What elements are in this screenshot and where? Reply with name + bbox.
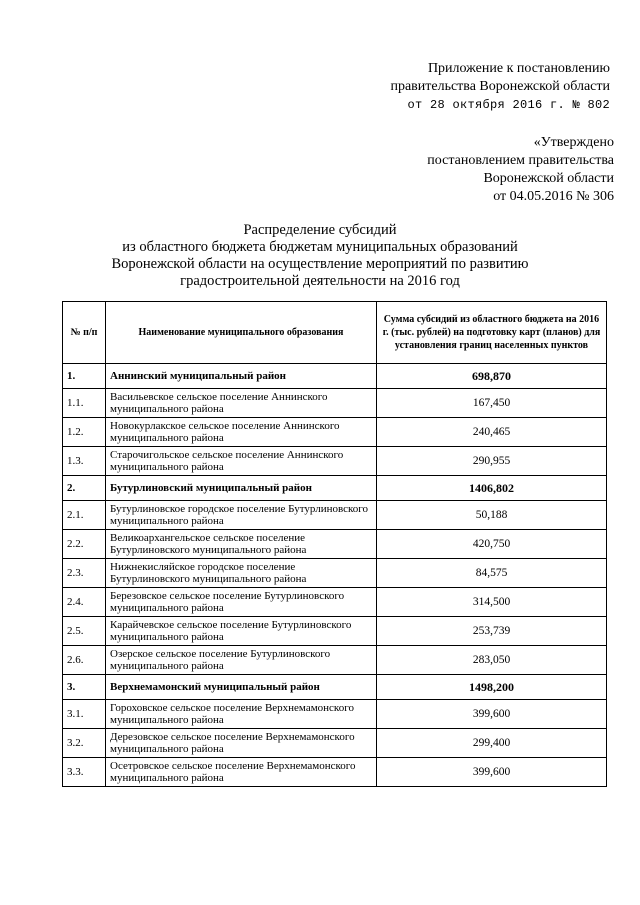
row-num: 3.2.: [63, 729, 106, 758]
table-body: [63, 364, 607, 787]
row-num: 1.1.: [63, 389, 106, 418]
table-row: [63, 501, 607, 530]
header-num: № п/п: [63, 302, 106, 364]
row-num: 1.: [63, 364, 106, 389]
row-name: Карайчевское сельское поселение Бутурлиновского муниципального района: [106, 617, 377, 646]
row-sum: 399,600: [377, 700, 607, 729]
table-row: [63, 447, 607, 476]
row-num: 3.3.: [63, 758, 106, 787]
row-sum: 1498,200: [377, 675, 607, 700]
row-sum: 299,400: [377, 729, 607, 758]
table-row: [63, 389, 607, 418]
row-sum: 50,188: [377, 501, 607, 530]
row-num: 3.1.: [63, 700, 106, 729]
row-num: 3.: [63, 675, 106, 700]
row-num: 2.2.: [63, 530, 106, 559]
table-row: [63, 646, 607, 675]
row-name: Бутурлиновское городское поселение Бутурлиновского муниципального района: [106, 501, 377, 530]
row-sum: 167,450: [377, 389, 607, 418]
row-num: 1.2.: [63, 418, 106, 447]
row-num: 2.: [63, 476, 106, 501]
row-sum: 420,750: [377, 530, 607, 559]
approval-line-3: Воронежской области: [483, 171, 614, 186]
table-row: [63, 476, 607, 501]
row-sum: 1406,802: [377, 476, 607, 501]
table-header-row: [63, 302, 607, 364]
appendix-date-stamp: от 28 октября 2016 г. № 802: [407, 98, 610, 112]
row-num: 2.5.: [63, 617, 106, 646]
row-num: 2.3.: [63, 559, 106, 588]
title-line-1: Распределение субсидий: [243, 222, 397, 238]
subsidy-table: [62, 301, 607, 787]
approval-line-4: от 04.05.2016 № 306: [493, 189, 614, 204]
document-title: [40, 222, 600, 290]
row-name: Дерезовское сельское поселение Верхнемамонского муниципального района: [106, 729, 377, 758]
approval-line-1: «Утверждено: [533, 135, 614, 150]
row-name: Аннинский муниципальный район: [106, 364, 377, 389]
row-name: Бутурлиновский муниципальный район: [106, 476, 377, 501]
table-row: [63, 364, 607, 389]
row-name: Старочигольское сельское поселение Аннинского муниципального района: [106, 447, 377, 476]
row-name: Великоархангельское сельское поселение Бутурлиновского муниципального района: [106, 530, 377, 559]
row-sum: 290,955: [377, 447, 607, 476]
header-name: Наименование муниципального образования: [106, 302, 377, 364]
approval-block: [314, 134, 614, 206]
header-sum: Сумма субсидий из областного бюджета на 2016 г. (тыс. рублей) на подготовку карт (планов) для установления границ населенных пунктов: [377, 302, 607, 364]
row-name: Васильевское сельское поселение Аннинского муниципального района: [106, 389, 377, 418]
table-row: [63, 530, 607, 559]
appendix-header: [310, 60, 610, 114]
row-sum: 698,870: [377, 364, 607, 389]
row-sum: 84,575: [377, 559, 607, 588]
row-num: 1.3.: [63, 447, 106, 476]
row-sum: 253,739: [377, 617, 607, 646]
table-row: [63, 588, 607, 617]
table-row: [63, 758, 607, 787]
row-name: Березовское сельское поселение Бутурлиновского муниципального района: [106, 588, 377, 617]
title-line-3: Воронежской области на осуществление мероприятий по развитию: [111, 256, 529, 272]
table-row: [63, 675, 607, 700]
row-sum: 240,465: [377, 418, 607, 447]
row-num: 2.6.: [63, 646, 106, 675]
title-line-4: градостроительной деятельности на 2016 год: [180, 273, 460, 289]
table-row: [63, 617, 607, 646]
appendix-line-2: правительства Воронежской области: [390, 79, 610, 94]
row-sum: 283,050: [377, 646, 607, 675]
row-name: Осетровское сельское поселение Верхнемамонского муниципального района: [106, 758, 377, 787]
row-num: 2.4.: [63, 588, 106, 617]
row-name: Озерское сельское поселение Бутурлиновского муниципального района: [106, 646, 377, 675]
row-sum: 399,600: [377, 758, 607, 787]
table-row: [63, 559, 607, 588]
row-num: 2.1.: [63, 501, 106, 530]
row-name: Нижнекисляйское городское поселение Бутурлиновского муниципального района: [106, 559, 377, 588]
title-line-2: из областного бюджета бюджетам муниципальных образований: [122, 239, 518, 255]
row-name: Новокурлакское сельское поселение Аннинского муниципального района: [106, 418, 377, 447]
table-row: [63, 700, 607, 729]
row-sum: 314,500: [377, 588, 607, 617]
row-name: Гороховское сельское поселение Верхнемамонского муниципального района: [106, 700, 377, 729]
appendix-line-1: Приложение к постановлению: [427, 61, 610, 76]
table-row: [63, 418, 607, 447]
approval-line-2: постановлением правительства: [427, 153, 614, 168]
row-name: Верхнемамонский муниципальный район: [106, 675, 377, 700]
table-row: [63, 729, 607, 758]
